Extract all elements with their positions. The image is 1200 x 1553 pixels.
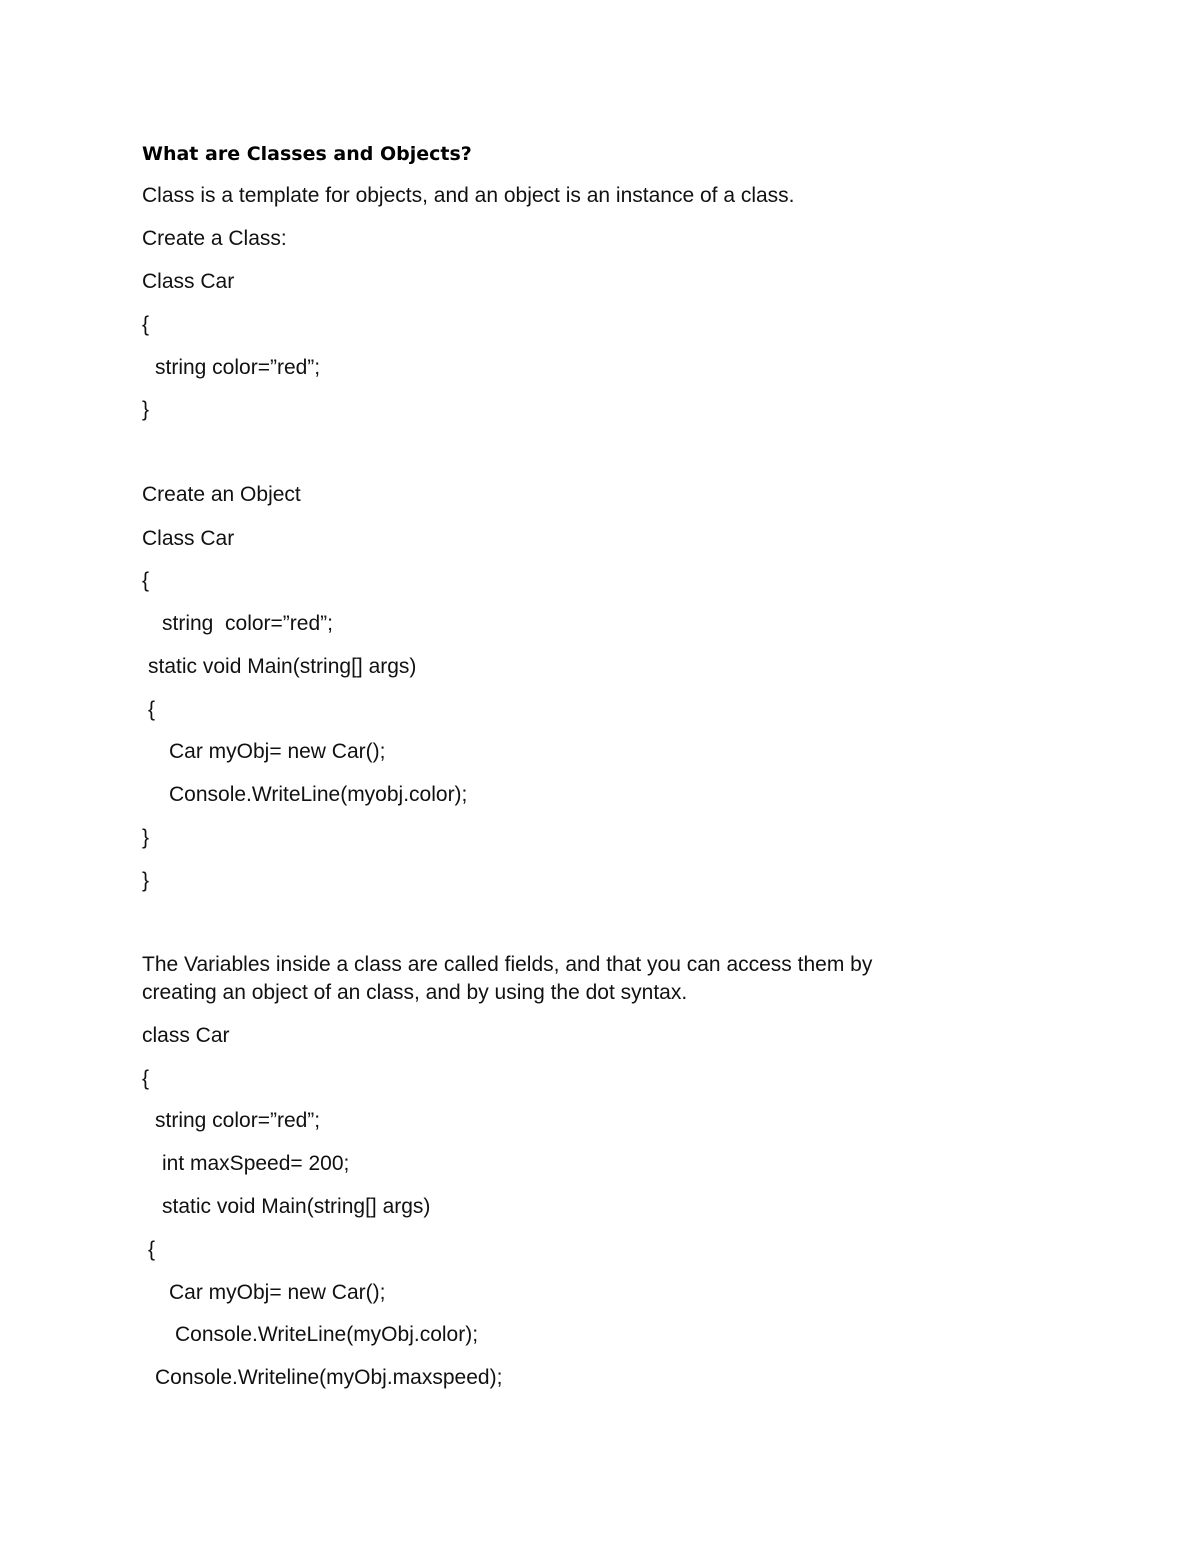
- code-line: Console.WriteLine(myObj.color);: [175, 1323, 479, 1346]
- fields-paragraph-line: The Variables inside a class are called fields, and that you can access them by: [142, 953, 873, 976]
- page-title: What are Classes and Objects?: [142, 143, 472, 165]
- code-line: {: [142, 1067, 150, 1090]
- code-line: string color=”red”;: [155, 1109, 321, 1132]
- code-line: {: [148, 698, 156, 721]
- code-line: }: [142, 826, 150, 849]
- code-line: }: [142, 869, 150, 892]
- code-line: static void Main(string[] args): [148, 655, 417, 678]
- code-line: {: [142, 313, 150, 336]
- code-line: static void Main(string[] args): [162, 1195, 431, 1218]
- code-line: string color=”red”;: [155, 356, 321, 379]
- fields-paragraph-line: creating an object of an class, and by using the dot syntax.: [142, 981, 688, 1004]
- section-title: Create an Object: [142, 483, 301, 506]
- code-line: Car myObj= new Car();: [169, 740, 386, 763]
- code-line: Class Car: [142, 527, 235, 550]
- section-title: Create a Class:: [142, 227, 287, 250]
- code-line: Car myObj= new Car();: [169, 1281, 386, 1304]
- code-line: }: [142, 398, 150, 421]
- code-line: Class Car: [142, 270, 235, 293]
- code-line: Console.WriteLine(myobj.color);: [169, 783, 468, 806]
- code-line: class Car: [142, 1024, 230, 1047]
- code-line: {: [142, 569, 150, 592]
- code-line: int maxSpeed= 200;: [162, 1152, 350, 1175]
- code-line: string color=”red”;: [162, 612, 333, 635]
- code-line: {: [148, 1238, 156, 1261]
- code-line: Console.Writeline(myObj.maxspeed);: [155, 1366, 503, 1389]
- intro-paragraph: Class is a template for objects, and an object is an instance of a class.: [142, 184, 795, 207]
